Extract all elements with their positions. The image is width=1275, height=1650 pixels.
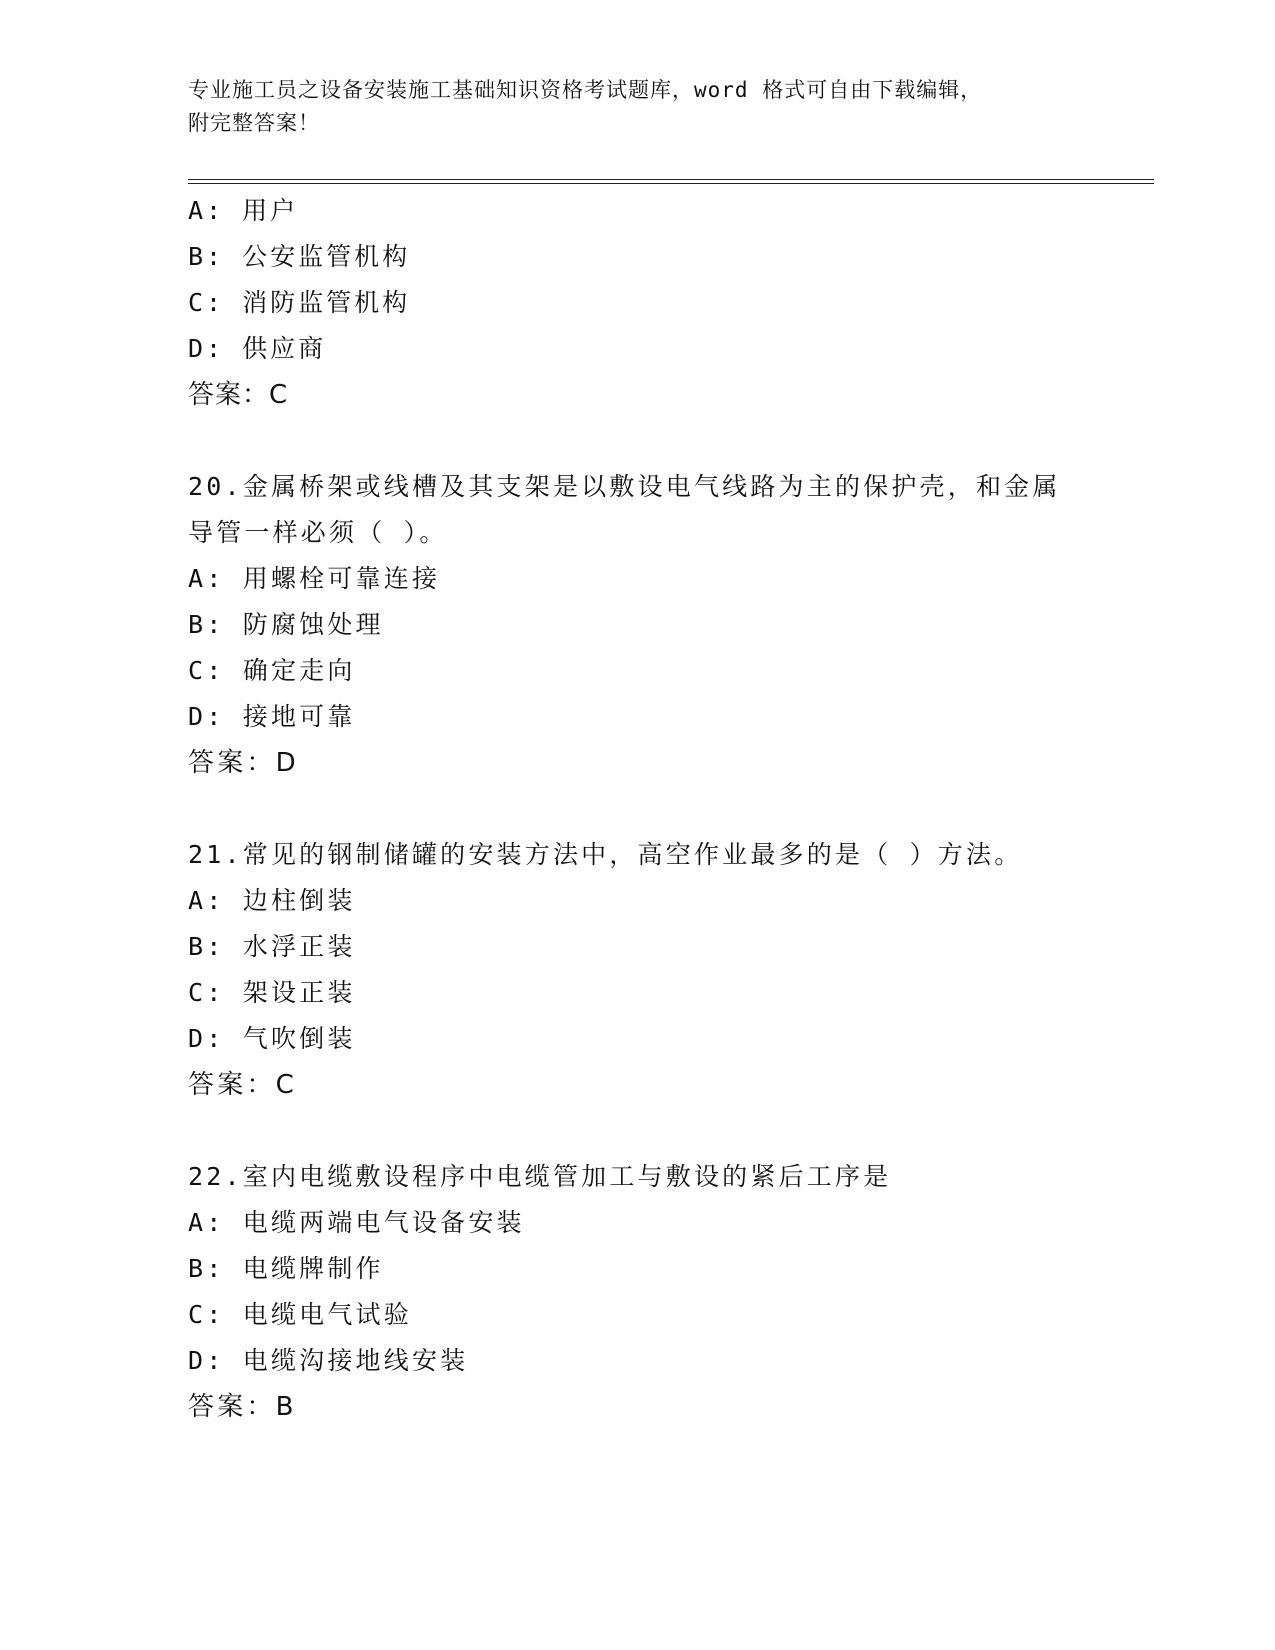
option-d: D: 电缆沟接地线安装: [188, 1346, 469, 1375]
question-stem-line-1: 22.室内电缆敷设程序中电缆管加工与敷设的紧后工序是: [188, 1162, 892, 1191]
option-c: C: 消防监管机构: [188, 288, 411, 317]
option-a: A: 用螺栓可靠连接: [188, 564, 441, 593]
header-line-1: 专业施工员之设备安装施工基础知识资格考试题库，word 格式可自由下载编辑，: [188, 78, 983, 102]
option-c: C: 架设正装: [188, 978, 356, 1007]
question-19: [188, 188, 1108, 418]
answer: 答案：B: [188, 1392, 297, 1422]
question-22: [188, 1154, 1108, 1430]
answer: 答案：C: [188, 1070, 297, 1100]
option-b: B: 水浮正装: [188, 932, 356, 961]
option-a: A: 用户: [188, 196, 299, 225]
question-21: [188, 832, 1108, 1108]
question-list: [188, 188, 1108, 1430]
answer: 答案：C: [188, 380, 289, 410]
header-divider-bottom: [188, 183, 1154, 184]
header-divider-top: [188, 179, 1154, 180]
option-a: A: 边柱倒装: [188, 886, 356, 915]
question-stem-line-1: 21.常见的钢制储罐的安装方法中，高空作业最多的是（ ）方法。: [188, 840, 1023, 869]
question-stem-line-1: 20.金属桥架或线槽及其支架是以敷设电气线路为主的保护壳，和金属: [188, 472, 1061, 501]
option-d: D: 接地可靠: [188, 702, 356, 731]
option-d: D: 供应商: [188, 334, 327, 363]
option-c: C: 确定走向: [188, 656, 356, 685]
question-20: [188, 464, 1108, 786]
option-d: D: 气吹倒装: [188, 1024, 356, 1053]
option-b: B: 防腐蚀处理: [188, 610, 384, 639]
option-b: B: 公安监管机构: [188, 242, 411, 271]
document-header: [188, 74, 1088, 140]
header-line-2: 附完整答案！: [188, 111, 320, 135]
option-a: A: 电缆两端电气设备安装: [188, 1208, 525, 1237]
answer: 答案：D: [188, 748, 299, 778]
option-b: B: 电缆牌制作: [188, 1254, 384, 1283]
option-c: C: 电缆电气试验: [188, 1300, 412, 1329]
question-stem-line-2: 导管一样必须（ ）。: [188, 518, 448, 547]
